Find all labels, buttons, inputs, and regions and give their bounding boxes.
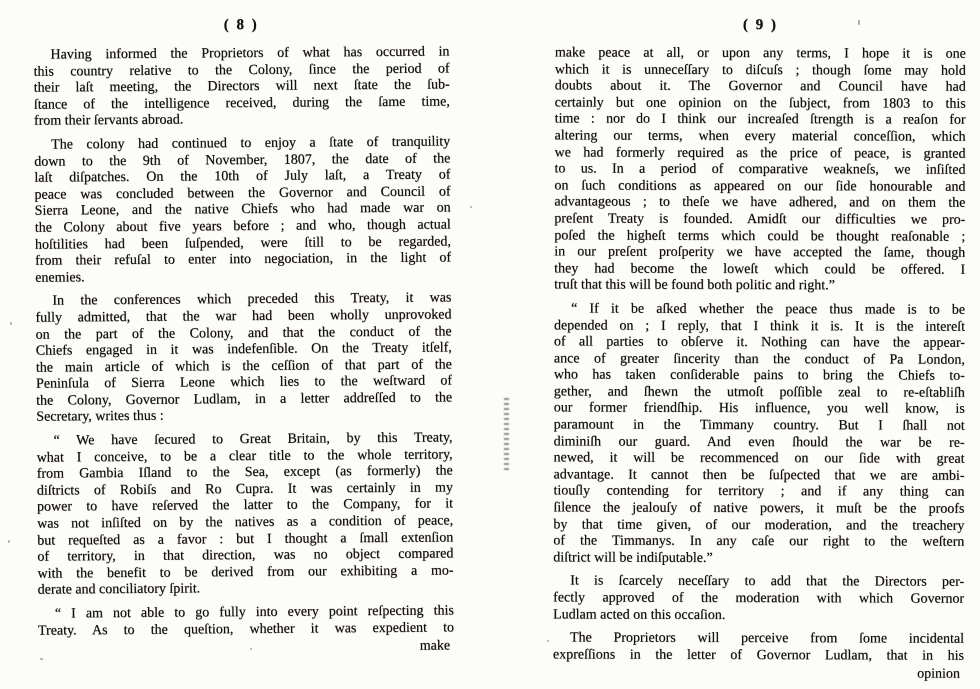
paragraph bbox=[38, 603, 454, 639]
text-line: laſt diſpatches. On the 10th of July laſt, a Treaty of bbox=[34, 167, 451, 186]
text-line: ſtance of the intelligence received, during the ſame time, bbox=[33, 94, 450, 113]
text-line: advantage. It cannot then be ſuſpected that we are ambi- bbox=[553, 467, 965, 484]
text-line: who has taken conſiderable pains to bring the Chiefs to- bbox=[553, 367, 965, 384]
text-line: in our preſent proſperity we have accepted the ſame, though bbox=[554, 244, 966, 261]
text-line: hoſtilities had been ſuſpended, were ſtill to be regarded, bbox=[34, 233, 451, 253]
scan-speck bbox=[40, 658, 43, 660]
text-line: we had formerly required as the price of peace, is granted bbox=[554, 144, 966, 162]
text-line: The Proprietors will perceive from ſome incidental bbox=[569, 630, 965, 647]
text-line: power to have reſerved the latter to the Company, for it bbox=[36, 496, 454, 516]
text-line: on the part of the Colony, and that the conduct of the bbox=[35, 323, 452, 343]
text-line: to us. In a period of comparative weakneſs, we inſiſted bbox=[554, 161, 966, 178]
paragraph bbox=[554, 45, 966, 295]
text-line: expreſſions in the letter of Governor Ludlam, that in his bbox=[552, 647, 964, 664]
text-line: diſtricts of Robiſs and Ro Cupra. It was certainly in my bbox=[36, 480, 453, 499]
scan-speck bbox=[470, 206, 472, 208]
text-line: from their ſervants abroad. bbox=[33, 112, 184, 130]
text-line: “ If it be aſked whether the peace thus made is to be bbox=[571, 301, 966, 318]
text-line: from Gambia Iſland to the Sea, except (as formerly) the bbox=[36, 463, 453, 482]
text-line: In the conferences which preceded this Treaty, it was bbox=[52, 290, 452, 309]
text-line: The colony had continued to enjoy a ſtate of tranquility bbox=[51, 134, 451, 153]
text-line: down to the 9th of November, 1807, the date of the bbox=[34, 150, 451, 170]
text-line: diſtrict will be indiſputable.” bbox=[553, 550, 713, 566]
gutter-smudge-artifact bbox=[504, 398, 509, 470]
text-line: on ſuch conditions as appeared on our ſide honourable and bbox=[554, 178, 966, 195]
catchword: opinion bbox=[917, 666, 960, 683]
text-line: Treaty. As to the queſtion, whether it was expedient to bbox=[37, 619, 454, 639]
text-line: ance of greater ſincerity than the conduct of Pa London, bbox=[553, 351, 965, 368]
text-line: our former friendſhip. His influence, you well know, is bbox=[553, 400, 965, 418]
text-line: their laſt meeting, the Directors will next ſtate the ſub- bbox=[33, 77, 450, 96]
text-line: depended on ; I reply, that I think it is. It is the intereſt bbox=[553, 317, 965, 335]
text-line: was not inſiſted on by the natives as a condition of peace, bbox=[37, 513, 454, 532]
text-line: truſt that this will be found both politic and right.” bbox=[554, 277, 835, 294]
text-line: It is ſcarcely neceſſary to add that the Directors per- bbox=[570, 573, 965, 591]
text-line: fectly approved of the moderation with which Governor bbox=[553, 590, 965, 607]
paragraph bbox=[35, 291, 452, 427]
text-line: of territory, in that direction, was no object compared bbox=[37, 546, 454, 565]
scan-speck bbox=[250, 648, 252, 650]
text-line: the main article of which is the ceſſion of that part of the bbox=[35, 357, 452, 376]
text-line: the Colony about five years before ; and who, though actual bbox=[34, 217, 451, 236]
text-line: certainly but one opinion on the ſubject, from 1803 to this bbox=[554, 95, 966, 112]
text-line: Having informed the Proprietors of what has occurred in bbox=[50, 44, 450, 63]
text-line: peace was concluded between the Governor and Council of bbox=[34, 184, 451, 203]
text-line: diminiſh our guard. And even ſhould the war be re- bbox=[553, 434, 965, 451]
scan-speck bbox=[858, 20, 860, 25]
paragraph bbox=[34, 134, 451, 287]
paragraph bbox=[553, 574, 964, 625]
text-line: gether, and ſhewn the utmoſt poſſible zeal to re-eſtabliſh bbox=[553, 384, 965, 401]
text-line: Secretary, writes thus : bbox=[36, 409, 164, 426]
text-line: derate and conciliatory ſpirit. bbox=[37, 581, 201, 599]
text-line: Sierra Leone, and the native Chiefs who had made war on bbox=[34, 200, 451, 219]
text-line: from their refuſal to enter into negociation, in the light of bbox=[34, 250, 452, 269]
text-line: doubts about it. The Governor and Council have had bbox=[554, 78, 966, 95]
text-line: newed, it will be recommenced on our ſide with great bbox=[553, 450, 965, 467]
text-line: paramount in the Timmany country. But I ſhall not bbox=[553, 417, 965, 434]
text-line: they had become the loweſt which could be offered. I bbox=[554, 261, 966, 278]
text-line: preſent Treaty is founded. Amidſt our difficulties we pro- bbox=[554, 211, 966, 228]
text-line: Chiefs engaged in it was indefenſible. On the Treaty itſelf, bbox=[35, 340, 452, 359]
text-line: of all parties to obſerve it. Nothing can have the appear- bbox=[553, 334, 965, 351]
text-line: poſed the higheſt terms which could be thought reaſonable ; bbox=[554, 227, 966, 245]
text-line: by that time given, of our moderation, and the treachery bbox=[553, 516, 965, 534]
text-line: of the Timmanys. In any caſe our right to the weſtern bbox=[553, 533, 965, 550]
page-number-right: ( 9 ) bbox=[742, 16, 778, 34]
paragraph bbox=[553, 301, 965, 568]
page-9 bbox=[553, 0, 966, 684]
scan-speck bbox=[547, 640, 549, 642]
text-line: the Colony, Governor Ludlam, in a letter addreſſed to the bbox=[36, 390, 453, 409]
scan-speck bbox=[10, 322, 12, 325]
text-line: this country relative to the Colony, ſince the period of bbox=[33, 60, 450, 80]
page-number-left: ( 8 ) bbox=[223, 16, 259, 34]
text-line: enemies. bbox=[35, 269, 85, 286]
text-line: what I conceive, to be a clear title to the whole territory, bbox=[36, 447, 453, 466]
scan-speck bbox=[8, 540, 10, 543]
text-line: time : nor do I think our increaſed ſtrength is a reaſon for bbox=[554, 111, 966, 129]
text-line: ſilence the jealouſy of native powers, it muſt be the proofs bbox=[553, 500, 965, 517]
page-8 bbox=[33, 0, 454, 658]
text-line: Ludlam acted on this occaſion. bbox=[553, 606, 726, 623]
page-8-text-column bbox=[33, 44, 454, 639]
text-line: “ We have ſecured to Great Britain, by this Treaty, bbox=[53, 430, 453, 449]
text-line: fully admitted, that the war had been wholly unprovoked bbox=[35, 307, 452, 326]
text-line: tiouſly contending for territory ; and if any thing can bbox=[553, 483, 965, 501]
text-line: Peninſula of Sierra Leone which lies to the weſtward of bbox=[35, 373, 453, 392]
text-line: advantageous ; to theſe we have adhered, and on them the bbox=[554, 194, 966, 211]
catchword: make bbox=[419, 638, 451, 654]
text-line: but requeſted as a favor : but I thought a ſmall extenſion bbox=[37, 529, 454, 549]
page-9-text-column bbox=[553, 45, 966, 665]
text-line: with the benefit to be derived from our exhibiting a mo- bbox=[37, 563, 454, 582]
paragraph bbox=[33, 44, 450, 130]
text-line: altering our terms, when every material conceſſion, which bbox=[554, 128, 966, 145]
paragraph bbox=[36, 430, 453, 599]
paragraph bbox=[553, 631, 964, 665]
text-line: make peace at all, or upon any terms, I hope it is one bbox=[554, 45, 966, 62]
text-line: “ I am not able to go fully into every point reſpecting this bbox=[54, 603, 454, 622]
text-line: which it is unneceſſary to diſcuſs ; though ſome may hold bbox=[554, 61, 966, 79]
